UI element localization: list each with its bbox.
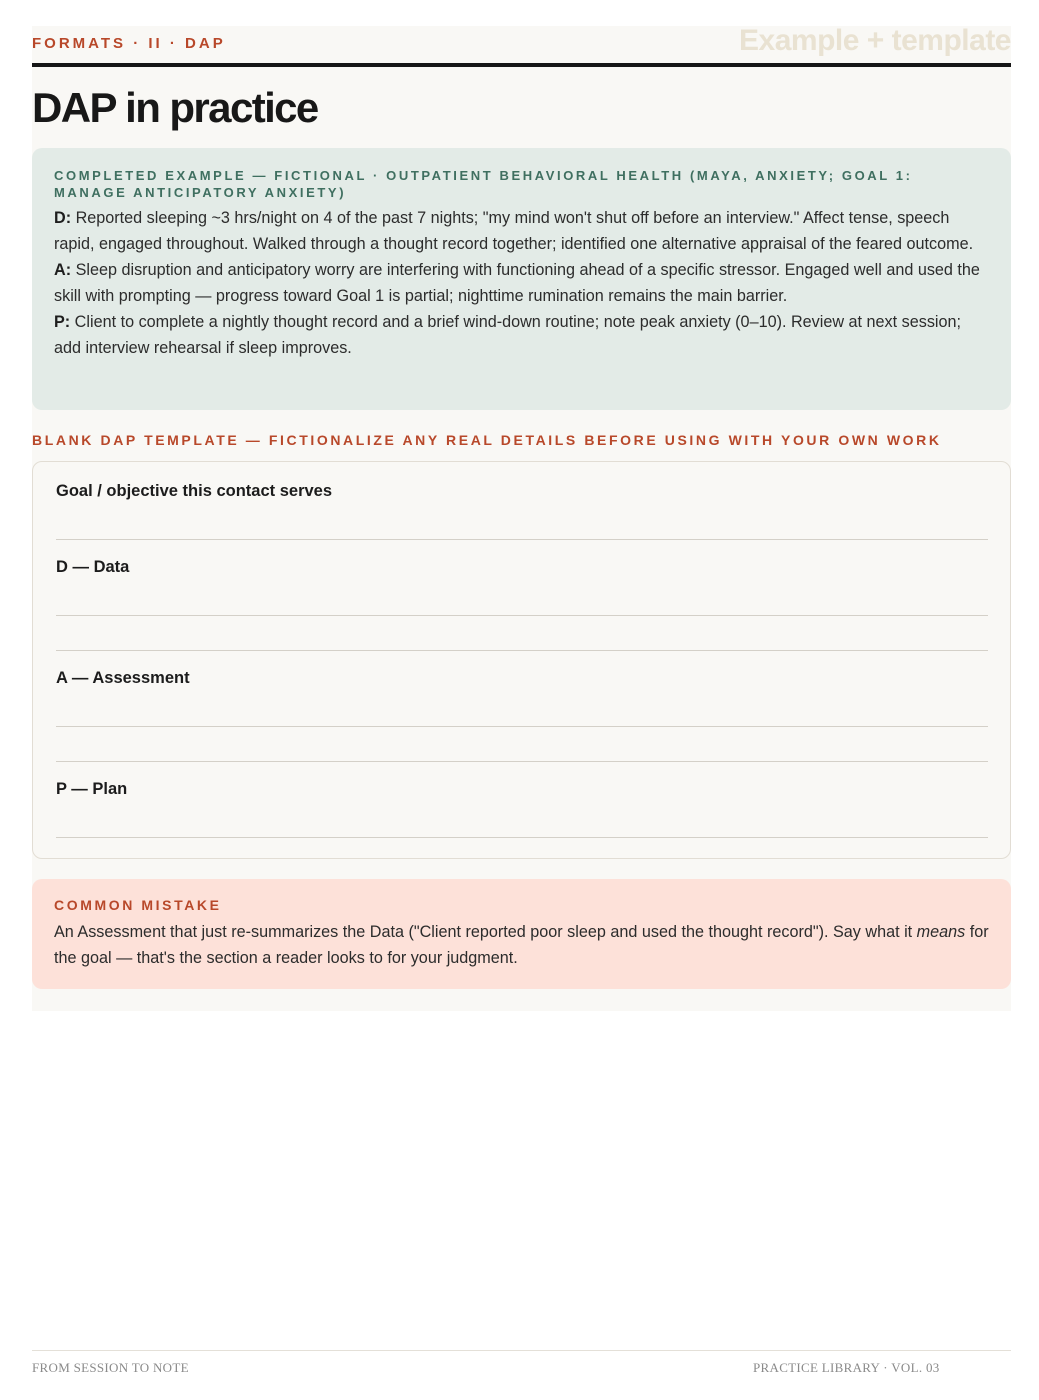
mistake-label: COMMON MISTAKE: [54, 897, 222, 913]
plan-text: Client to complete a nightly thought record and a brief wind-down routine; note peak anxiety (0–10). Review at next session; add interview rehearsal if sleep improves.: [54, 313, 962, 357]
data-key: D:: [54, 209, 72, 227]
plan-key: P:: [54, 313, 71, 331]
section-eyebrow: FORMATS · II · DAP: [32, 35, 226, 52]
data-text: Reported sleeping ~3 hrs/night on 4 of the past 7 nights; "my mind won't shut off before an interview." Affect tense, speech rapid, engaged throughout. Walked through a thought record together; identified one alternative appraisal of the feared outcome.: [54, 209, 974, 253]
header-divider: [32, 63, 1011, 67]
page-header: [32, 26, 1011, 64]
mistake-emphasis: means: [916, 923, 966, 941]
mistake-text: [54, 919, 989, 971]
example-data-paragraph: [54, 205, 989, 257]
plan-write-line[interactable]: [56, 837, 988, 838]
example-label: COMPLETED EXAMPLE — FICTIONAL · OUTPATIENT BEHAVIORAL HEALTH (MAYA, ANXIETY; GOAL 1: MANAGE ANTICIPATORY ANXIETY): [54, 168, 913, 200]
assessment-write-line-2[interactable]: [56, 761, 988, 762]
page-title: DAP in practice: [32, 84, 318, 131]
data-write-line-2[interactable]: [56, 650, 988, 651]
footer-right-text: PRACTICE LIBRARY · VOL. 03: [753, 1360, 940, 1375]
mistake-text-part-1: An Assessment that just re-summarizes the Data ("Client reported poor sleep and used the thought record"). Say what it: [54, 923, 917, 941]
assessment-field-label: A — Assessment: [56, 669, 190, 687]
assessment-key: A:: [54, 261, 72, 279]
data-field-label: D — Data: [56, 558, 130, 576]
example-plan-paragraph: [54, 309, 989, 361]
example-assessment-paragraph: [54, 257, 989, 309]
plan-field-label: P — Plan: [56, 780, 128, 798]
footer-left-text: FROM SESSION TO NOTE: [32, 1360, 189, 1375]
header-right-title: Example + template: [739, 24, 1011, 57]
common-mistake-callout: [32, 879, 1011, 989]
assessment-text: Sleep disruption and anticipatory worry are interfering with functioning ahead of a specific stressor. Engaged well and used the skill with prompting — progress toward Goal 1 is partial; nighttime rumination remains the main barrier.: [54, 261, 980, 305]
data-write-line-1[interactable]: [56, 615, 988, 616]
completed-example-card: [32, 148, 1011, 410]
goal-write-line[interactable]: [56, 539, 988, 540]
goal-field-label: Goal / objective this contact serves: [56, 482, 333, 500]
blank-dap-template: [32, 461, 1011, 859]
mistake-text-part-2: for the goal — that's the section a reader looks to for your judgment.: [54, 923, 989, 967]
footer-divider: [32, 1350, 1011, 1351]
template-section-label: BLANK DAP TEMPLATE — FICTIONALIZE ANY REAL DETAILS BEFORE USING WITH YOUR OWN WORK: [32, 432, 942, 448]
assessment-write-line-1[interactable]: [56, 726, 988, 727]
